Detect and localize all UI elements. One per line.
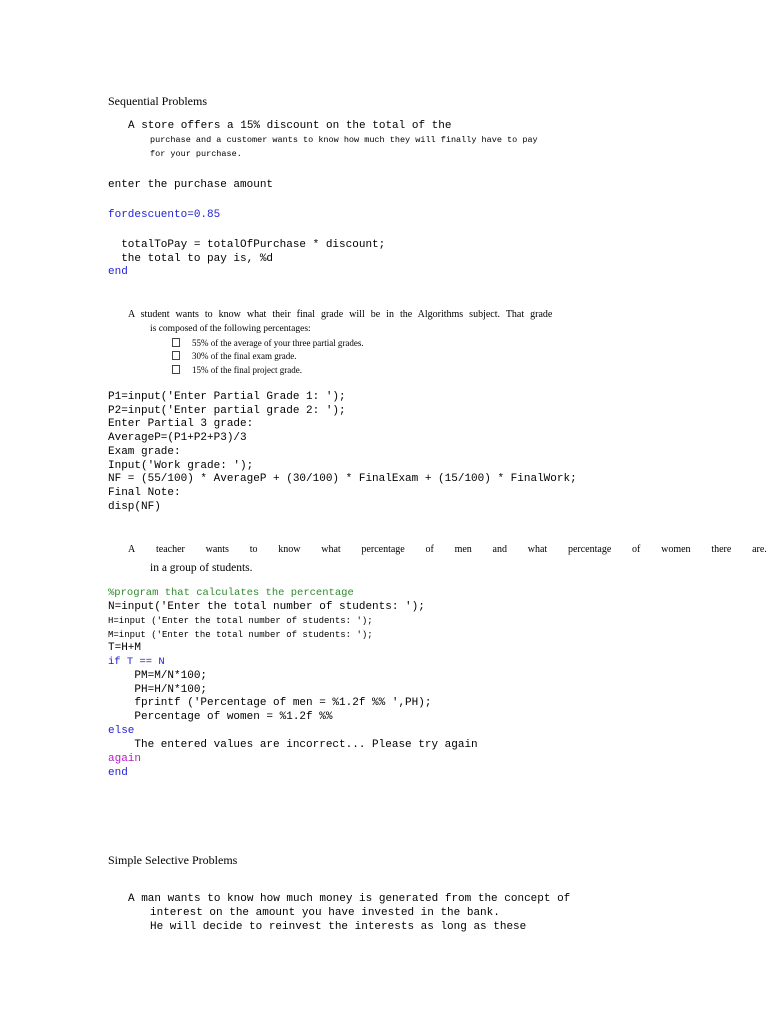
bullet-item — [172, 351, 296, 361]
code-line: the total to pay is, %d — [108, 253, 274, 265]
word: A — [128, 544, 136, 555]
bullet-text: 30% of the final exam grade. — [192, 351, 297, 361]
word: there — [711, 544, 732, 555]
code-keyword-end: end — [108, 767, 128, 779]
code-line: PM=M/N*100; — [108, 670, 208, 682]
code-keyword-end: end — [108, 266, 128, 278]
code-line: Enter Partial 3 grade: — [108, 418, 254, 430]
word: men — [454, 544, 472, 555]
problem-text-line: interest on the amount you have invested in the bank. — [150, 907, 500, 919]
code-line: Input('Work grade: '); — [108, 460, 254, 472]
code-keyword-if: if T == N — [108, 656, 165, 668]
word: wants — [205, 544, 229, 555]
bullet-item — [172, 338, 364, 348]
problem-text-line: A store offers a 15% discount on the total of the — [128, 120, 452, 132]
problem-text-justified-line — [128, 544, 767, 555]
code-line: enter the purchase amount — [108, 179, 274, 191]
code-keyword-else: else — [108, 725, 135, 737]
section-heading-sequential: Sequential Problems — [108, 94, 207, 108]
bullet-text: 15% of the final project grade. — [192, 365, 302, 375]
code-line: PH=H/N*100; — [108, 684, 208, 696]
word: percentage — [361, 544, 405, 555]
word: what — [527, 544, 548, 555]
bullet-box-icon — [172, 351, 180, 360]
code-line: totalToPay = totalOfPurchase * discount; — [108, 239, 386, 251]
code-line: H=input ('Enter the total number of students: '); — [108, 616, 373, 626]
word: women — [661, 544, 691, 555]
code-line: disp(NF) — [108, 501, 161, 513]
problem-text-line: purchase and a customer wants to know how much they will finally have to pay — [150, 135, 538, 145]
code-keyword-again: again — [108, 753, 142, 765]
bullet-item — [172, 365, 302, 375]
section-heading-simple-selective: Simple Selective Problems — [108, 853, 238, 867]
code-line: N=input('Enter the total number of students: '); — [108, 601, 425, 613]
code-line: T=H+M — [108, 642, 142, 654]
code-line: Percentage of women = %1.2f %% — [108, 711, 333, 723]
word: of — [632, 544, 641, 555]
word: teacher — [155, 544, 185, 555]
word: of — [425, 544, 434, 555]
code-line: Exam grade: — [108, 446, 181, 458]
problem-text-line: is composed of the following percentages: — [150, 324, 311, 334]
word: what — [321, 544, 341, 555]
code-line: P1=input('Enter Partial Grade 1: '); — [108, 391, 346, 403]
word: to — [249, 544, 258, 555]
code-comment: %program that calculates the percentage — [108, 587, 354, 599]
code-line: Final Note: — [108, 487, 181, 499]
code-line: fprintf ('Percentage of men = %1.2f %% ',PH); — [108, 697, 432, 709]
bullet-box-icon — [172, 338, 180, 347]
problem-text-line: He will decide to reinvest the interests as long as these — [150, 921, 527, 933]
bullet-box-icon — [172, 365, 180, 374]
bullet-text: 55% of the average of your three partial grades. — [192, 338, 364, 348]
problem-text-line: in a group of students. — [150, 562, 253, 574]
word: and — [492, 544, 507, 555]
word: percentage — [567, 544, 612, 555]
word: are. — [752, 544, 767, 555]
code-line: M=input ('Enter the total number of students: '); — [108, 630, 373, 640]
problem-text-line: for your purchase. — [150, 149, 242, 159]
problem-text-line: A student wants to know what their final grade will be in the Algorithms subject. That grade — [128, 309, 553, 320]
code-line: fordescuento=0.85 — [108, 209, 221, 221]
code-line: AverageP=(P1+P2+P3)/3 — [108, 432, 247, 444]
code-line: NF = (55/100) * AverageP + (30/100) * FinalExam + (15/100) * FinalWork; — [108, 473, 577, 485]
code-line: P2=input('Enter partial grade 2: '); — [108, 405, 346, 417]
code-line: The entered values are incorrect... Please try again — [108, 739, 478, 751]
problem-text-line: A man wants to know how much money is generated from the concept of — [128, 893, 571, 905]
word: know — [278, 544, 301, 555]
